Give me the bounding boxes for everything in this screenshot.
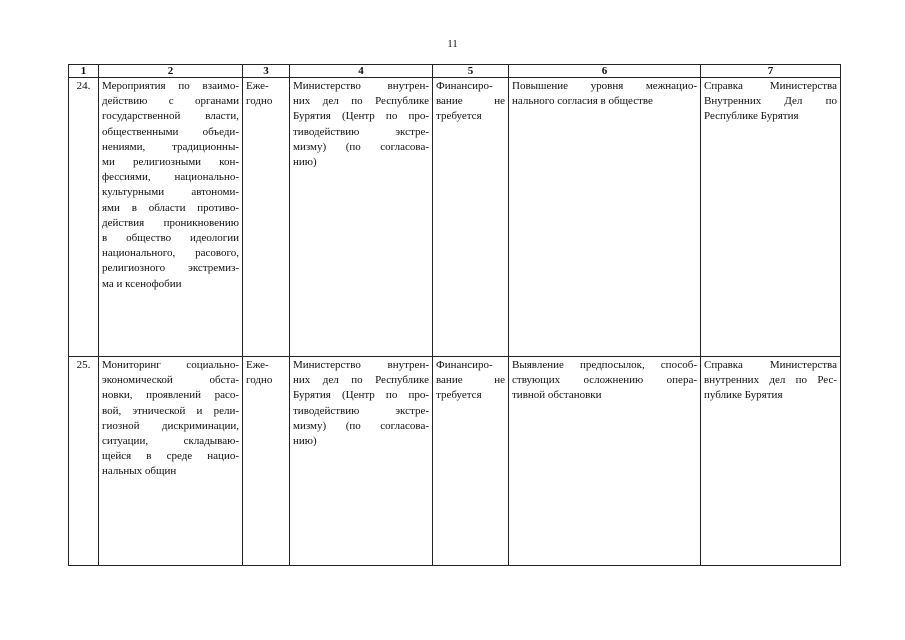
cell-text-line: Повышение уровня межнацио- — [512, 80, 697, 92]
activity-cell — [99, 78, 243, 357]
period-cell — [243, 78, 290, 357]
executor-cell — [290, 357, 433, 566]
cell-text-line: них дел по Республике — [293, 374, 429, 387]
cell-text-line: нию) — [293, 156, 317, 169]
activity-cell — [99, 357, 243, 566]
cell-text-line: Финансиро- — [436, 80, 493, 92]
cell-text-line: вание не — [436, 374, 505, 387]
cell-text-line: Бурятия (Центр по про- — [293, 110, 429, 123]
cell-text-line: нениями, традиционны- — [102, 140, 239, 153]
cell-text-line: мизму) (по согласова- — [293, 140, 429, 153]
cell-text-line: Финансиро- — [436, 359, 493, 371]
cell-text-line: ма и ксенофобии — [102, 277, 182, 290]
measures-table — [68, 64, 841, 566]
cell-text-line: внутренних дел по Рес- — [704, 374, 837, 387]
cell-text-line: Бурятия (Центр по про- — [293, 389, 429, 402]
cell-text-line: гиозной дискриминации, — [102, 419, 239, 432]
cell-text-line: требуется — [436, 110, 482, 123]
cell-text-line: Еже- — [246, 359, 269, 371]
cell-text-line: нию) — [293, 435, 317, 448]
cell-text-line: фессиями, национально- — [102, 171, 239, 184]
cell-text-line: них дел по Республике — [293, 95, 429, 108]
result-cell — [509, 78, 701, 357]
executor-cell — [290, 78, 433, 357]
table-header-row — [69, 65, 841, 78]
cell-text-line: щейся в среде нацио- — [102, 450, 239, 463]
cell-text-line: национального, расового, — [102, 247, 239, 260]
cell-text-line: мизму) (по согласова- — [293, 419, 429, 432]
cell-text-line: Республике Бурятия — [704, 110, 799, 123]
cell-text-line: требуется — [436, 389, 482, 402]
cell-text-line: Министерство внутрен- — [293, 80, 429, 92]
financing-cell — [433, 357, 509, 566]
cell-text-line: действия проникновению — [102, 216, 239, 229]
cell-text-line: ями в области противо- — [102, 201, 239, 214]
cell-text-line: нального согласия в обществе — [512, 95, 653, 108]
cell-text-line: годно — [246, 374, 273, 387]
cell-text-line: тиводействию экстре- — [293, 404, 429, 417]
column-header: 5 — [433, 65, 509, 78]
cell-text-line: религиозного экстремиз- — [102, 262, 239, 275]
cell-text-line: ситуации, складываю- — [102, 435, 239, 448]
cell-text-line: государственной власти, — [102, 110, 239, 123]
cell-text-line: вой, этнической и рели- — [102, 404, 239, 417]
cell-text-line: Выявление предпосылок, способ- — [512, 359, 697, 371]
column-header: 4 — [290, 65, 433, 78]
column-header: 6 — [509, 65, 701, 78]
cell-text-line: Министерство внутрен- — [293, 359, 429, 371]
row-number-cell: 25. — [69, 357, 99, 566]
cell-text-line: действию с органами — [102, 95, 239, 108]
cell-text-line: нальных общин — [102, 465, 177, 478]
cell-text-line: Мероприятия по взаимо- — [102, 80, 239, 92]
cell-text-line: вание не — [436, 95, 505, 108]
cell-text-line: годно — [246, 95, 273, 108]
cell-text-line: экономической обста- — [102, 374, 239, 387]
column-header: 1 — [69, 65, 99, 78]
column-header: 3 — [243, 65, 290, 78]
row-number-cell: 24. — [69, 78, 99, 357]
financing-cell — [433, 78, 509, 357]
table-row — [69, 357, 841, 566]
page-number: 11 — [447, 38, 458, 50]
cell-text-line: тивной обстановки — [512, 389, 602, 402]
cell-text-line: тиводействию экстре- — [293, 125, 429, 138]
cell-text-line: в общество идеологии — [102, 232, 239, 245]
column-header: 7 — [701, 65, 841, 78]
cell-text-line: общественными объеди- — [102, 125, 239, 138]
cell-text-line: Внутренних Дел по — [704, 95, 837, 108]
cell-text-line: Еже- — [246, 80, 269, 92]
column-header: 2 — [99, 65, 243, 78]
cell-text-line: Справка Министерства — [704, 80, 837, 92]
period-cell — [243, 357, 290, 566]
result-cell — [509, 357, 701, 566]
cell-text-line: Мониторинг социально- — [102, 359, 239, 371]
cell-text-line: ствующих осложнению опера- — [512, 374, 697, 387]
table-row — [69, 78, 841, 357]
report-cell — [701, 78, 841, 357]
cell-text-line: культурными автономи- — [102, 186, 239, 199]
cell-text-line: публике Бурятия — [704, 389, 783, 402]
cell-text-line: Справка Министерства — [704, 359, 837, 371]
cell-text-line: ми религиозными кон- — [102, 156, 239, 169]
cell-text-line: новки, проявлений расо- — [102, 389, 239, 402]
report-cell — [701, 357, 841, 566]
